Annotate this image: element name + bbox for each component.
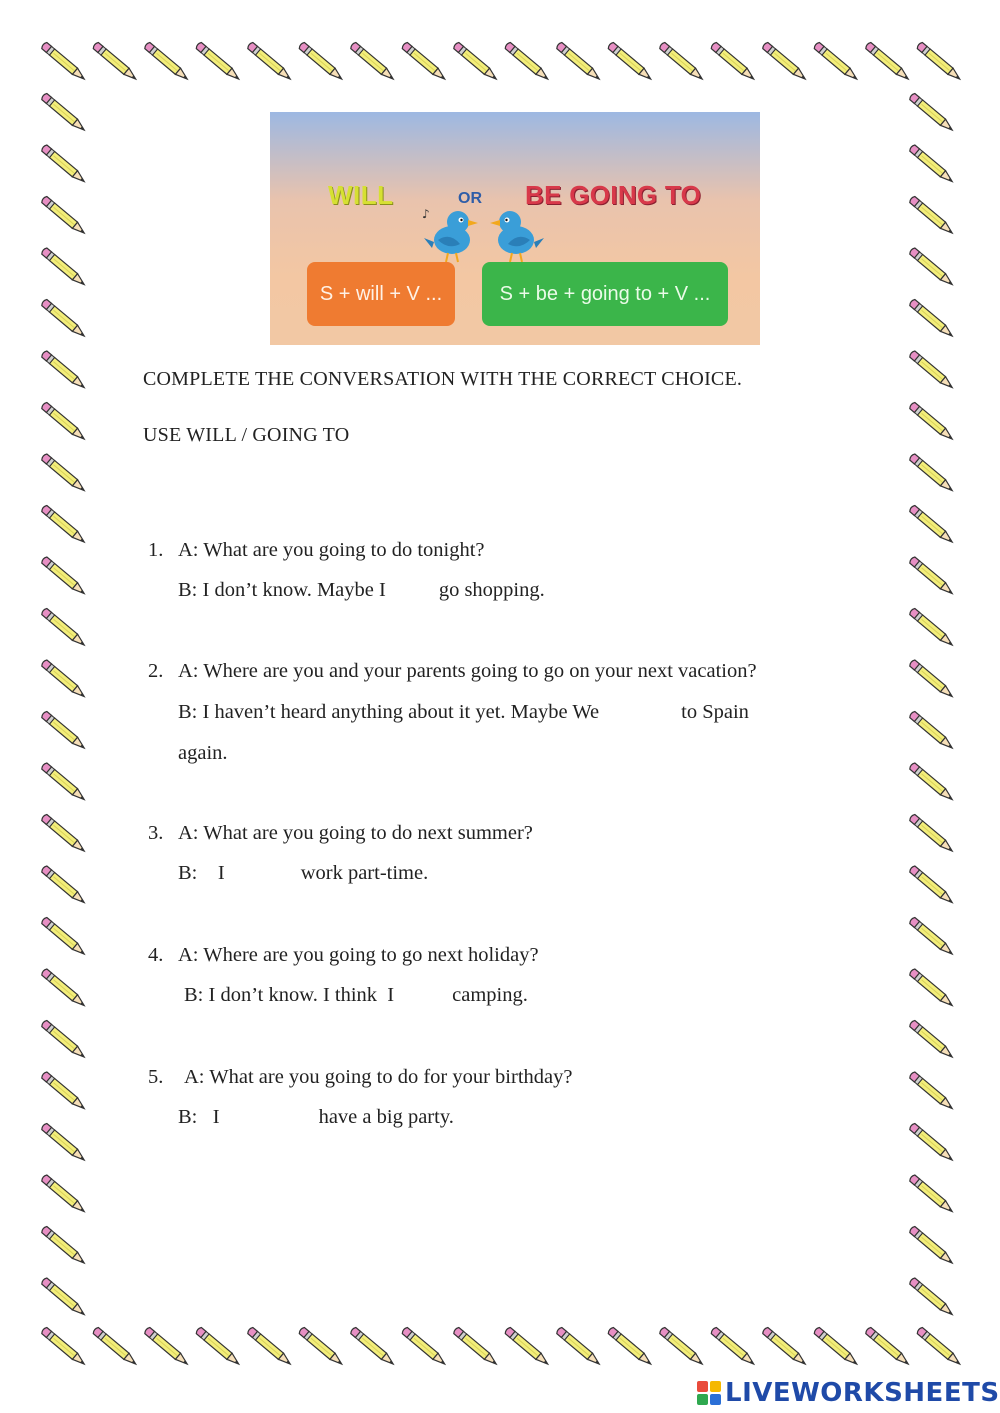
or-label: OR <box>458 190 482 207</box>
pencil-icon <box>41 350 87 391</box>
pencil-icon <box>909 453 955 494</box>
pencil-icon <box>909 247 955 288</box>
pencil-icon <box>607 1327 653 1368</box>
pencil-icon <box>247 42 293 83</box>
pencil-icon <box>909 402 955 443</box>
answer-text-before: B: I <box>178 1106 220 1128</box>
pencil-icon <box>41 917 87 958</box>
pencil-icon <box>659 42 705 83</box>
will-vs-going-to-banner <box>270 112 760 345</box>
pencil-icon <box>350 42 396 83</box>
question-number: 2. <box>148 660 164 682</box>
pencil-icon <box>453 42 499 83</box>
pencil-icon <box>41 1123 87 1164</box>
pencil-icon <box>41 711 87 752</box>
question-a-line: A: What are you going to do tonight? <box>178 539 485 561</box>
pencil-icon <box>659 1327 705 1368</box>
answer-text-after: work part-time. <box>300 862 429 884</box>
pencil-icon <box>909 659 955 700</box>
liveworksheets-logo-icon <box>697 1381 721 1405</box>
pencil-icon <box>909 505 955 546</box>
pencil-icon <box>909 1226 955 1267</box>
answer-text-before: B: I haven’t heard anything about it yet. Maybe We <box>178 701 600 723</box>
question-b-line <box>184 984 528 1007</box>
pencil-icon <box>144 1327 190 1368</box>
pencil-icon <box>41 196 87 237</box>
pencil-icon <box>710 1327 756 1368</box>
pencil-icon <box>865 1327 911 1368</box>
pencil-icon <box>401 42 447 83</box>
pencil-icon <box>41 556 87 597</box>
pencil-icon <box>916 42 962 83</box>
pencil-icon <box>556 1327 602 1368</box>
bird-icon <box>484 202 548 266</box>
pencil-icon <box>909 1174 955 1215</box>
pencil-icon <box>350 1327 396 1368</box>
be-going-to-heading: BE GOING TO <box>525 180 702 210</box>
pencil-icon <box>909 1071 955 1112</box>
pencil-icon <box>41 1327 87 1368</box>
pencil-icon <box>41 1226 87 1267</box>
question-a-line: A: Where are you going to go next holiday? <box>178 944 539 966</box>
question-number: 1. <box>148 539 164 561</box>
pencil-icon <box>909 711 955 752</box>
pencil-icon <box>909 917 955 958</box>
bird-icon <box>420 202 484 266</box>
pencil-icon <box>909 865 955 906</box>
pencil-icon <box>762 42 808 83</box>
pencil-icon <box>909 299 955 340</box>
question-a-line: A: Where are you and your parents going to go on your next vacation? <box>178 660 757 682</box>
pencil-icon <box>41 865 87 906</box>
pencil-icon <box>92 42 138 83</box>
answer-text-after: have a big party. <box>318 1106 454 1128</box>
pencil-icon <box>41 402 87 443</box>
pencil-icon <box>710 42 756 83</box>
question-number: 4. <box>148 944 164 966</box>
question-number: 5. <box>148 1066 164 1088</box>
pencil-icon <box>247 1327 293 1368</box>
pencil-icon <box>401 1327 447 1368</box>
pencil-icon <box>865 42 911 83</box>
liveworksheets-logo <box>697 1377 1000 1409</box>
pencil-icon <box>41 659 87 700</box>
pencil-icon <box>909 814 955 855</box>
answer-text-after: camping. <box>452 984 528 1006</box>
pencil-icon <box>195 42 241 83</box>
pencil-icon <box>41 762 87 803</box>
pencil-icon <box>916 1327 962 1368</box>
pencil-icon <box>453 1327 499 1368</box>
answer-text-after: go shopping. <box>438 579 545 601</box>
pencil-icon <box>41 1174 87 1215</box>
pencil-icon <box>607 42 653 83</box>
pencil-icon <box>504 1327 550 1368</box>
question-b-line <box>178 579 545 602</box>
question-a-line: A: What are you going to do next summer? <box>178 822 533 844</box>
pencil-icon <box>909 350 955 391</box>
pencil-icon <box>144 42 190 83</box>
pencil-icon <box>41 608 87 649</box>
pencil-icon <box>909 608 955 649</box>
question-b-line <box>178 1106 454 1129</box>
pencil-icon <box>195 1327 241 1368</box>
pencil-icon <box>909 144 955 185</box>
pencil-icon <box>298 42 344 83</box>
answer-text-after: to Spain <box>681 701 749 723</box>
pencil-icon <box>909 968 955 1009</box>
liveworksheets-logo-text: LIVEWORKSHEETS <box>725 1378 1000 1408</box>
pencil-icon <box>298 1327 344 1368</box>
svg-text:♪: ♪ <box>422 207 430 221</box>
question-a-line: A: What are you going to do for your birthday? <box>184 1066 573 1088</box>
pencil-icon <box>909 762 955 803</box>
pencil-icon <box>41 299 87 340</box>
answer-text-before: B: I don’t know. I think I <box>184 984 395 1006</box>
pencil-icon <box>909 1277 955 1318</box>
pencil-icon <box>41 1277 87 1318</box>
pencil-icon <box>41 1020 87 1061</box>
instruction-line-1: COMPLETE THE CONVERSATION WITH THE CORRECT CHOICE. <box>143 368 743 390</box>
will-heading: WILL <box>328 180 394 210</box>
pencil-icon <box>909 1020 955 1061</box>
pencil-icon <box>92 1327 138 1368</box>
pencil-icon <box>41 505 87 546</box>
question-b-line <box>178 701 749 724</box>
pencil-icon <box>41 144 87 185</box>
pencil-icon <box>41 42 87 83</box>
pencil-icon <box>909 1123 955 1164</box>
will-formula-box: S + will + V ... <box>307 262 455 326</box>
question-number: 3. <box>148 822 164 844</box>
pencil-icon <box>813 1327 859 1368</box>
answer-text-before: B: I don’t know. Maybe I <box>178 579 386 601</box>
pencil-icon <box>41 453 87 494</box>
pencil-icon <box>556 42 602 83</box>
question-b-line <box>178 862 428 885</box>
pencil-icon <box>41 1071 87 1112</box>
pencil-icon <box>41 968 87 1009</box>
instruction-line-2: USE WILL / GOING TO <box>143 424 350 446</box>
pencil-icon <box>41 247 87 288</box>
pencil-icon <box>41 814 87 855</box>
pencil-icon <box>813 42 859 83</box>
answer-text-before: B: I <box>178 862 225 884</box>
question-b-continuation: again. <box>178 742 228 764</box>
pencil-icon <box>909 556 955 597</box>
pencil-icon <box>762 1327 808 1368</box>
pencil-icon <box>909 93 955 134</box>
pencil-icon <box>504 42 550 83</box>
pencil-icon <box>41 93 87 134</box>
pencil-icon <box>909 196 955 237</box>
going-to-formula-box: S + be + going to + V ... <box>482 262 728 326</box>
